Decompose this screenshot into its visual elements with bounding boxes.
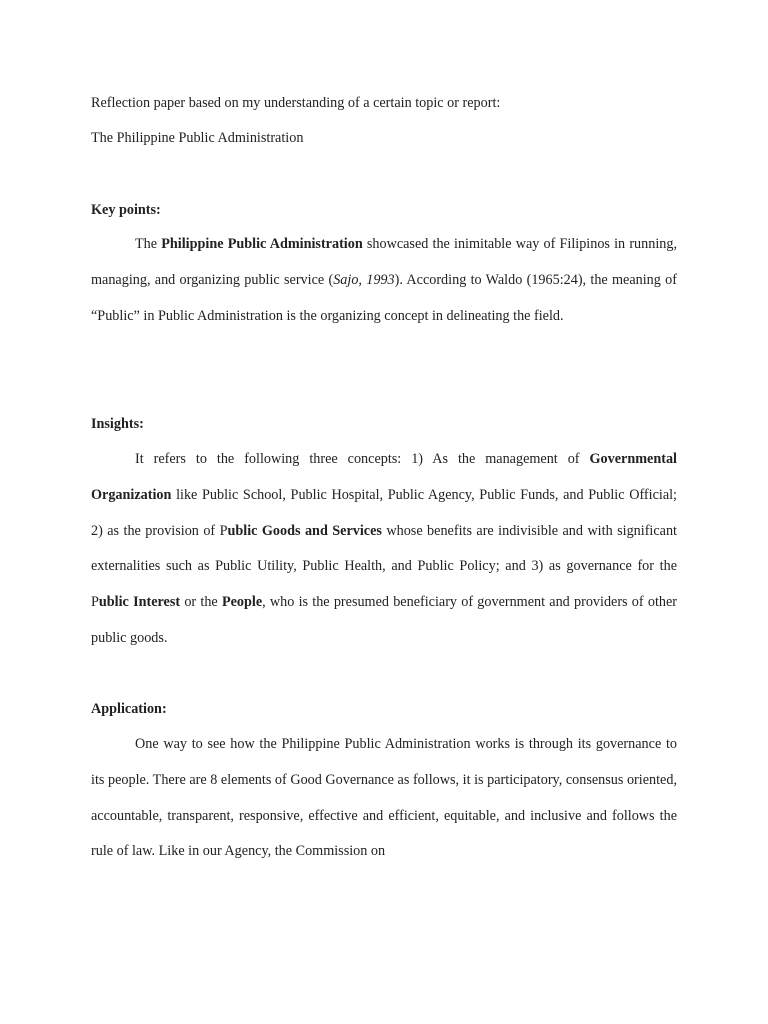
insights-bold-1: Governmental Organization xyxy=(91,451,677,503)
application-text: One way to see how the Philippine Public Administration works is through its governance to its people. There are 8 elements of Good Governance as follows, it is participatory, consensus oriented, accountable, transparent, responsive, effective and efficient, equitable, and inclusive and follows the rule of law. Like in our Agency, the Commission on xyxy=(91,736,677,860)
key-points-bold-1: Philippine Public Administration xyxy=(161,236,363,252)
insights-text-2: like Public School, Public Hospital, Public Agency, Public Funds, and Public Official; 2) as the provision of P xyxy=(91,486,677,539)
insights-bold-4: People xyxy=(221,594,263,611)
insights-bold-3: ublic Interest xyxy=(98,594,181,611)
key-points-paragraph xyxy=(91,227,677,334)
key-points-text-3: ). According to Waldo (1965:24), the meaning of “Public” in Public Administration is the organizing concept in delineating the field. xyxy=(91,271,677,324)
application-heading: Application: xyxy=(91,701,167,717)
key-points-text-2: showcased the inimitable way of Filipinos in running, managing, and organizing public service ( xyxy=(91,236,677,288)
insights-text-5: , who is the presumed beneficiary of government and providers of other public goods. xyxy=(91,594,678,646)
insights-text-4: or the xyxy=(180,594,222,611)
insights-bold-2: ublic Goods and Services xyxy=(227,522,382,539)
insights-text-3: whose benefits are indivisible and with significant externalities such as Public Utility, Public Health, and Public Policy; and 3) as governance for the P xyxy=(91,522,677,611)
document-title: The Philippine Public Administration xyxy=(91,130,304,146)
key-points-heading: Key points: xyxy=(91,202,161,218)
application-paragraph xyxy=(91,727,677,870)
insights-heading: Insights: xyxy=(91,416,144,432)
insights-text-1: It refers to the following three concepts: 1) As the management of xyxy=(135,451,590,467)
key-points-citation: Sajo, 1993 xyxy=(333,271,395,288)
insights-paragraph xyxy=(91,442,677,657)
intro-line: Reflection paper based on my understanding of a certain topic or report: xyxy=(91,95,501,111)
key-points-text-1: The xyxy=(135,236,162,252)
